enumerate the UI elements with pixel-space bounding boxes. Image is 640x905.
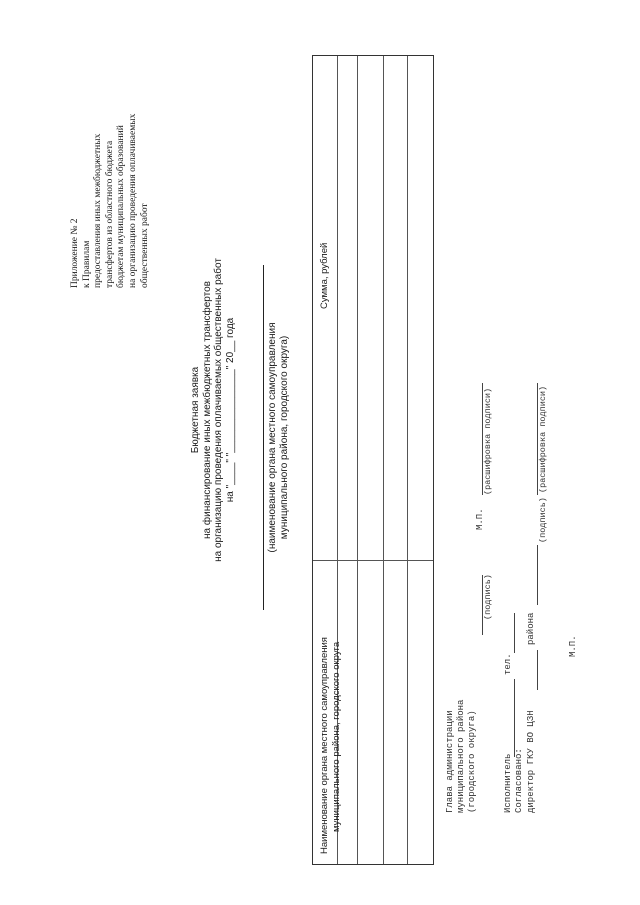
head-label-line-2: муниципального района — [456, 699, 466, 813]
director-label: директор ГКУ ВО ЦЗН — [526, 710, 536, 813]
decode-caption: (расшифровка подписи) — [483, 387, 493, 495]
table-header-sum: Сумма, рублей — [319, 242, 330, 309]
appendix-line: общественных работ — [139, 203, 150, 288]
head-label-line-1: Глава администрации — [445, 710, 455, 813]
appendix-line: Приложение № 2 — [70, 218, 80, 288]
executor-line — [514, 679, 515, 757]
director-signature-line — [537, 545, 538, 605]
appendix-line: трансфертов из областного бюджета — [104, 140, 115, 288]
appendix-note — [70, 114, 151, 288]
district-label: района — [526, 612, 536, 645]
phone-line — [514, 613, 515, 653]
table-header-org — [319, 574, 343, 854]
executor-label: Исполнитель — [503, 753, 513, 813]
org-name-underline — [263, 265, 264, 610]
title-line-3: на организацию проведения оплачиваемых общественных работ — [213, 258, 225, 562]
table-row-divider — [383, 56, 384, 864]
appendix-line: на организацию проведения оплачиваемых — [127, 113, 138, 288]
title-date-line: на "____" "_______________" 20__ года — [224, 317, 236, 503]
table-row-divider — [407, 56, 408, 864]
org-name-caption — [267, 265, 291, 610]
director-decode-caption: (расшифровка подписи) — [538, 385, 548, 493]
header-org-line-1: Наименование органа местного самоуправления — [319, 637, 330, 854]
head-label-line-3: (городского округа) — [467, 710, 477, 813]
phone-label: тел. — [503, 653, 513, 675]
head-stamp-mark: М.П. — [475, 508, 485, 530]
title-line-1: Бюджетная заявка — [190, 366, 201, 454]
table-row-divider — [357, 56, 358, 864]
appendix-line: предоставления иных межбюджетных — [93, 133, 104, 288]
table-column-divider — [313, 560, 433, 561]
org-caption-line-1: (наименование органа местного самоуправления — [267, 322, 278, 553]
appendix-line: к Правилам — [81, 240, 92, 288]
head-signature-label — [445, 700, 478, 813]
agreed-label: Согласовано: — [514, 748, 524, 813]
header-org-line-2: муниципального района, городского округа — [331, 641, 342, 832]
director-district-line — [537, 650, 538, 690]
appendix-line: бюджетам муниципальных образований — [116, 125, 127, 288]
sign-caption: (подпись) — [483, 574, 493, 620]
director-stamp-mark: М.П. — [568, 635, 578, 657]
title-line-2: на финансирование иных межбюджетных трансфертов — [201, 281, 213, 539]
document-title — [190, 245, 236, 575]
director-sign-caption: (подпись) — [538, 497, 548, 543]
request-table — [312, 55, 434, 865]
org-caption-line-2: муниципального района, городского округа) — [279, 335, 290, 540]
